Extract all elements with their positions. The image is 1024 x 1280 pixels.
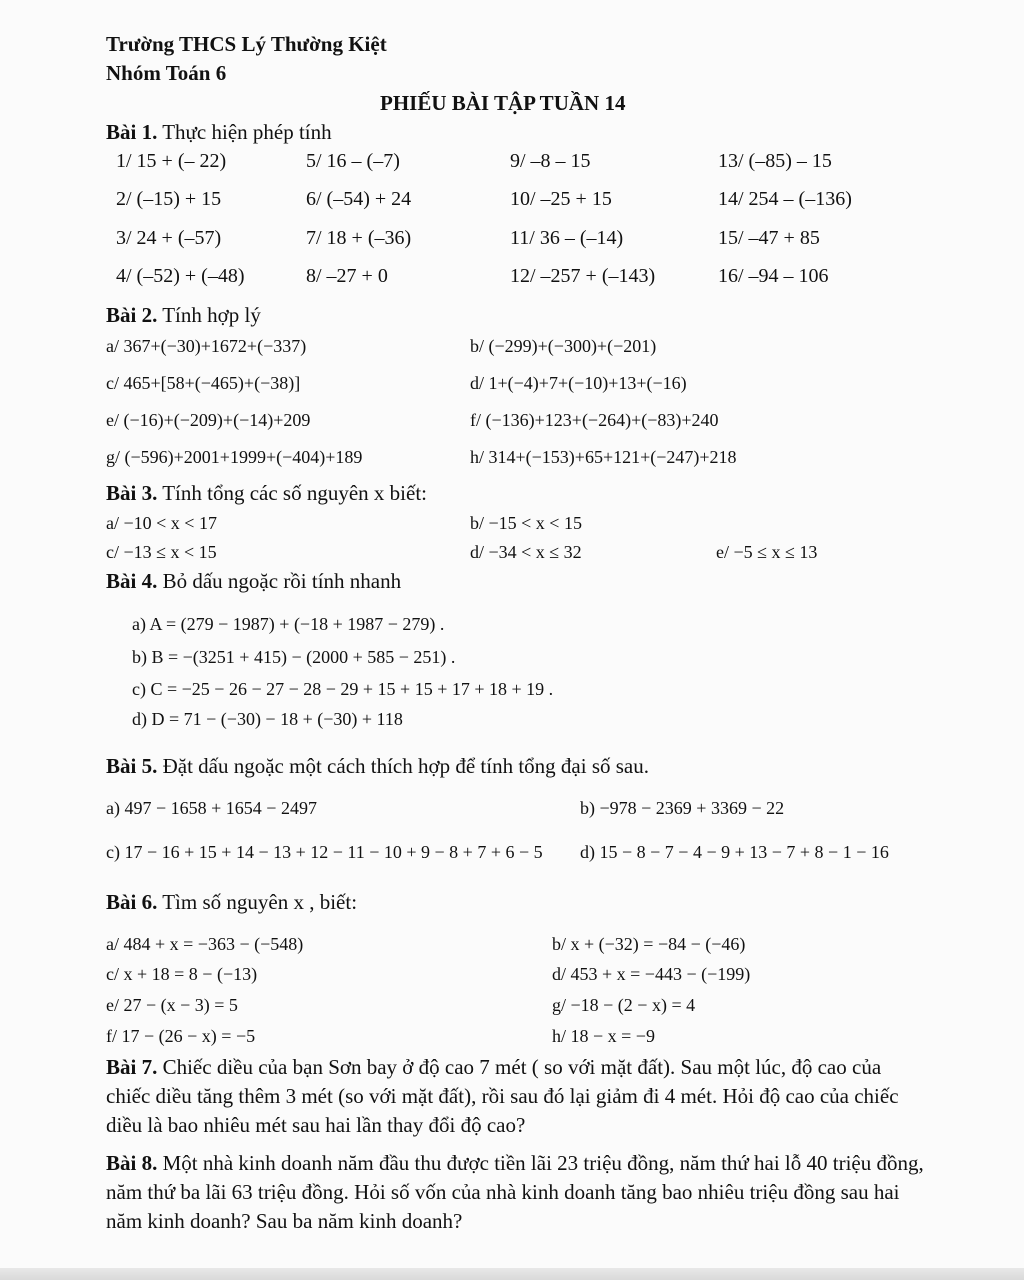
- bai1-item: 3/ 24 + (–57): [116, 227, 222, 249]
- bai1-item: 15/ –47 + 85: [718, 227, 820, 249]
- bai1-header: [106, 120, 332, 145]
- bai5-item: b) −978 − 2369 + 3369 − 22: [580, 798, 785, 818]
- bai5-item: c) 17 − 16 + 15 + 14 − 13 + 12 − 11 − 10 + 9 − 8 + 7 + 6 − 5: [106, 842, 543, 862]
- bai2-item: a/ 367+(−30)+1672+(−337): [106, 336, 307, 356]
- bai6-label: Bài 6.: [106, 890, 158, 914]
- bai6-item: a/ 484 + x = −363 − (−548): [106, 934, 304, 954]
- bai2-item: h/ 314+(−153)+65+121+(−247)+218: [470, 447, 737, 467]
- bai2-item: d/ 1+(−4)+7+(−10)+13+(−16): [470, 373, 687, 393]
- bai1-item: 11/ 36 – (–14): [510, 227, 624, 249]
- bai1-item: 14/ 254 – (–136): [718, 188, 852, 210]
- bai1-item: 2/ (–15) + 15: [116, 188, 222, 210]
- school-name: Trường THCS Lý Thường Kiệt: [106, 32, 387, 56]
- bai8-text: Một nhà kinh doanh năm đầu thu được tiền lãi 23 triệu đồng, năm thứ hai lỗ 40 triệu đồng, năm thứ ba lãi 63 triệu đồng. Hỏi số vốn của nhà kinh doanh tăng bao nhiêu triệu đồng sau hai năm kinh doanh? Sau ba năm kinh doanh?: [106, 1151, 924, 1233]
- bai6-instruction: Tìm số nguyên x , biết:: [162, 890, 358, 914]
- worksheet-title: PHIẾU BÀI TẬP TUẦN 14: [380, 91, 626, 115]
- bai1-item: 1/ 15 + (– 22): [116, 150, 227, 172]
- bai5-item: a) 497 − 1658 + 1654 − 2497: [106, 798, 317, 818]
- bai8-paragraph: [106, 1149, 926, 1236]
- bai2-item: c/ 465+[58+(−465)+(−38)]: [106, 373, 301, 393]
- page-bottom-edge: [0, 1268, 1024, 1280]
- bai2-item: b/ (−299)+(−300)+(−201): [470, 336, 657, 356]
- bai1-item: 4/ (–52) + (–48): [116, 265, 245, 287]
- bai4-item: b) B = −(3251 + 415) − (2000 + 585 − 251) .: [132, 647, 456, 667]
- bai1-item: 16/ –94 – 106: [718, 265, 829, 287]
- bai1-label: Bài 1.: [106, 120, 158, 144]
- bai3-item: d/ −34 < x ≤ 32: [470, 542, 582, 562]
- bai2-item: f/ (−136)+123+(−264)+(−83)+240: [470, 410, 719, 430]
- bai4-item: d) D = 71 − (−30) − 18 + (−30) + 118: [132, 709, 403, 729]
- bai1-item: 13/ (–85) – 15: [718, 150, 832, 172]
- bai1-item: 5/ 16 – (–7): [306, 150, 400, 172]
- bai2-header: [106, 303, 261, 328]
- bai4-header: [106, 569, 401, 594]
- bai1-item: 10/ –25 + 15: [510, 188, 612, 210]
- bai1-item: 6/ (–54) + 24: [306, 188, 412, 210]
- bai6-item: b/ x + (−32) = −84 − (−46): [552, 934, 746, 954]
- group-name: Nhóm Toán 6: [106, 61, 227, 85]
- bai7-text: Chiếc diều của bạn Sơn bay ở độ cao 7 mét ( so với mặt đất). Sau một lúc, độ cao của chiếc diều tăng thêm 3 mét (so với mặt đất), rồi sau đó lại giảm đi 4 mét. Hỏi độ cao của chiếc diều là bao nhiêu mét sau hai lần thay đổi độ cao?: [106, 1055, 899, 1137]
- bai2-item: g/ (−596)+2001+1999+(−404)+189: [106, 447, 363, 467]
- bai3-instruction: Tính tổng các số nguyên x biết:: [162, 481, 427, 505]
- bai3-item: a/ −10 < x < 17: [106, 513, 217, 533]
- bai2-instruction: Tính hợp lý: [162, 303, 261, 327]
- bai6-item: f/ 17 − (26 − x) = −5: [106, 1026, 256, 1046]
- bai7-paragraph: [106, 1053, 926, 1140]
- bai6-item: c/ x + 18 = 8 − (−13): [106, 964, 258, 984]
- bai6-item: h/ 18 − x = −9: [552, 1026, 655, 1046]
- bai3-header: [106, 481, 427, 506]
- bai6-item: g/ −18 − (2 − x) = 4: [552, 995, 696, 1015]
- bai4-item: c) C = −25 − 26 − 27 − 28 − 29 + 15 + 15 + 17 + 18 + 19 .: [132, 679, 554, 699]
- bai7-label: Bài 7.: [106, 1055, 158, 1079]
- bai5-header: [106, 754, 649, 779]
- bai1-instruction: Thực hiện phép tính: [162, 120, 332, 144]
- bai4-instruction: Bỏ dấu ngoặc rồi tính nhanh: [162, 569, 402, 593]
- bai3-item: c/ −13 ≤ x < 15: [106, 542, 217, 562]
- bai3-item: e/ −5 ≤ x ≤ 13: [716, 542, 818, 562]
- bai1-item: 7/ 18 + (–36): [306, 227, 412, 249]
- bai3-item: b/ −15 < x < 15: [470, 513, 582, 533]
- bai4-label: Bài 4.: [106, 569, 158, 593]
- bai4-item: a) A = (279 − 1987) + (−18 + 1987 − 279) .: [132, 614, 445, 634]
- bai5-label: Bài 5.: [106, 754, 158, 778]
- bai1-item: 8/ –27 + 0: [306, 265, 388, 287]
- bai2-item: e/ (−16)+(−209)+(−14)+209: [106, 410, 311, 430]
- bai3-label: Bài 3.: [106, 481, 158, 505]
- bai5-instruction: Đặt dấu ngoặc một cách thích hợp để tính tổng đại số sau.: [162, 754, 649, 778]
- bai6-item: e/ 27 − (x − 3) = 5: [106, 995, 238, 1015]
- bai6-item: d/ 453 + x = −443 − (−199): [552, 964, 751, 984]
- bai5-item: d) 15 − 8 − 7 − 4 − 9 + 13 − 7 + 8 − 1 − 16: [580, 842, 889, 862]
- bai6-header: [106, 890, 357, 915]
- bai1-item: 12/ –257 + (–143): [510, 265, 656, 287]
- bai8-label: Bài 8.: [106, 1151, 158, 1175]
- bai2-label: Bài 2.: [106, 303, 158, 327]
- bai1-item: 9/ –8 – 15: [510, 150, 591, 172]
